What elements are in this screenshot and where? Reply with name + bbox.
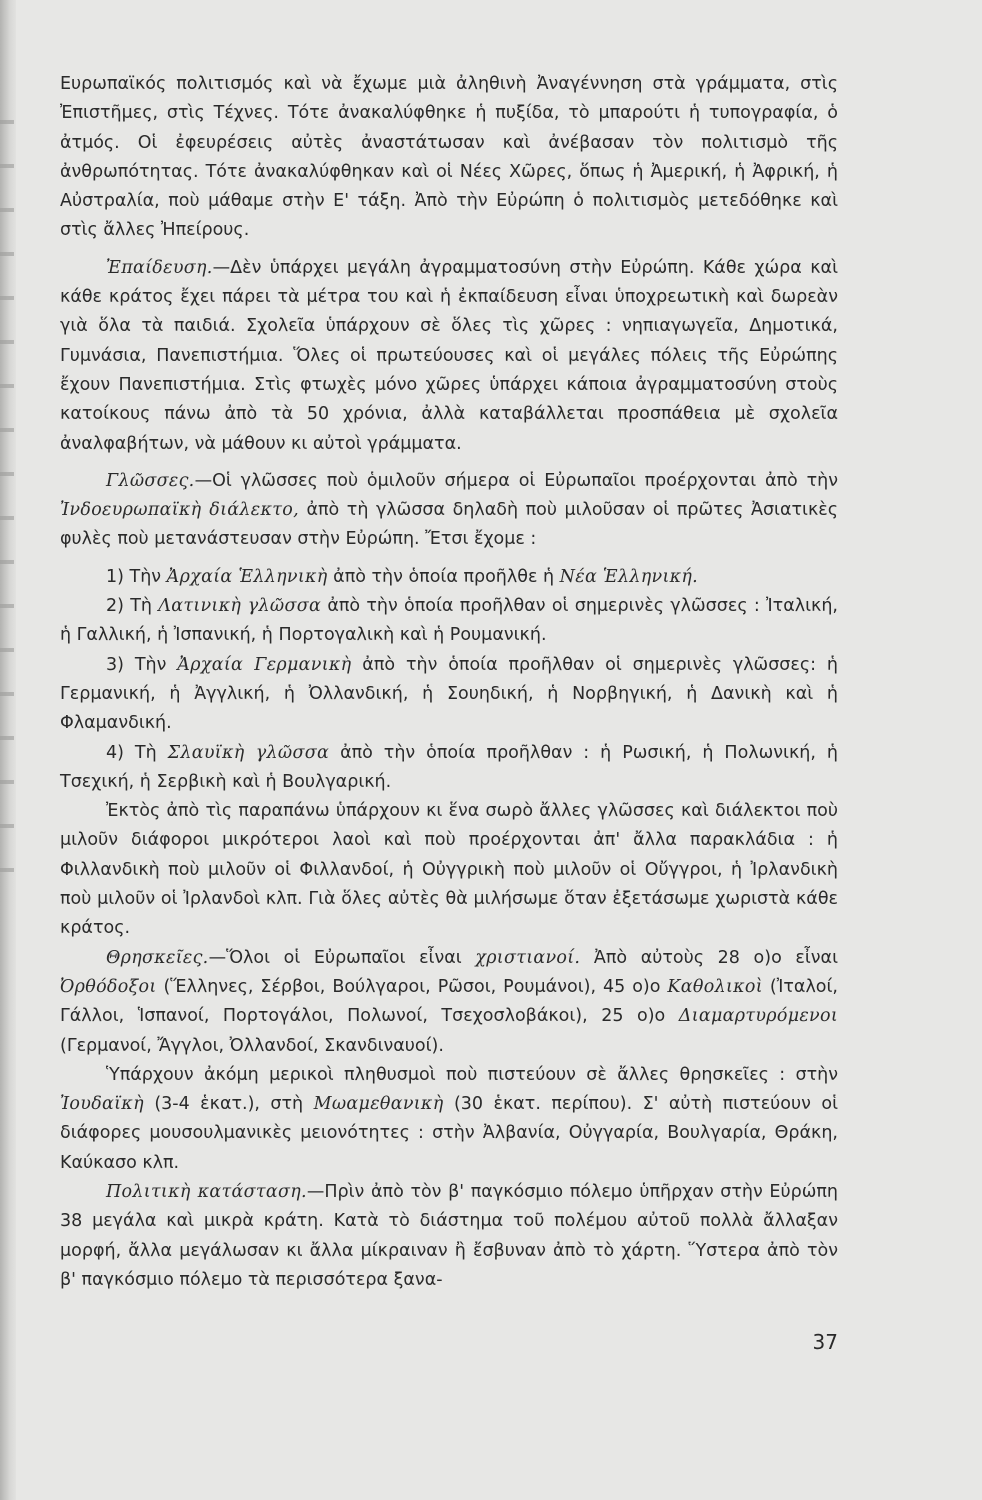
paragraph-other-languages: Ἐκτὸς ἀπὸ τὶς παραπάνω ὑπάρχουν κι ἕνα σωρὸ ἄλλες γλῶσσες καὶ διάλεκτοι ποὺ μιλοῦν διάφοροι μικρότεροι λαοὶ καὶ ποὺ προέρχονται ἀπ' ἄλλα παρακλάδια : ἡ Φιλλανδικὴ ποὺ μιλοῦν οἱ Φιλλανδοί, ἡ Οὐγγρικὴ ποὺ μιλοῦν οἱ Οὔγγροι, ἡ Ἰρλανδικὴ ποὺ μιλοῦν οἱ Ἰρλανδοὶ κλπ. Γιὰ ὅλες αὐτὲς θὰ μιλήσωμε ὅταν ἐξετάσωμε χωριστὰ κάθε κράτος. <box>60 801 838 939</box>
list-item-slavic: 4) Τὴ Σλαυϊκὴ γλῶσσα ἀπὸ τὴν ὁποία προῆλθαν : ἡ Ρωσική, ἡ Πολωνική, ἡ Τσεχική, ἡ Σερβικὴ καὶ ἡ Βουλγαρική. <box>60 742 838 792</box>
paragraph-other-religions: Ὑπάρχουν ἀκόμη μερικοὶ πληθυσμοὶ ποὺ πιστεύουν σὲ ἄλλες θρησκεῖες : στὴν Ἰουδαϊκὴ (3-4 ἑκατ.), στὴ Μωαμεθανικὴ (30 ἑκατ. περίπου). Σ' αὐτὴ πιστεύουν οἱ διάφορες μουσουλμανικὲς μειονότητες : στὴν Ἀλβανία, Οὐγγαρία, Βουλγαρία, Θράκη, Καύκασο κλπ. <box>60 1064 838 1173</box>
paragraph-languages: Γλῶσσες.—Οἱ γλῶσσες ποὺ ὁμιλοῦν σήμερα οἱ Εὐρωπαῖοι προέρχονται ἀπὸ τὴν Ἰνδοευρωπαϊκὴ διάλεκτο, ἀπὸ τὴ γλῶσσα δηλαδὴ ποὺ μιλοῦσαν οἱ πρῶτες Ἀσιατικὲς φυλὲς ποὺ μετανάστευσαν στὴν Εὐρώπη. Ἔτσι ἔχομε : <box>60 470 838 550</box>
paragraph-political-situation: Πολιτικὴ κατάσταση.—Πρὶν ἀπὸ τὸν β' παγκόσμιο πόλεμο ὑπῆρχαν στὴν Εὐρώπη 38 μεγάλα καὶ μικρὰ κράτη. Κατὰ τὸ διάστημα τοῦ πολέμου αὐτοῦ πολλὰ ἄλλαξαν μορφή, ἄλλα μεγάλωσαν κι ἄλλα μίκραιναν ἢ ἔσβυναν ἀπὸ τὸ χάρτη. Ὕστερα ἀπὸ τὸν β' παγκόσμιο πόλεμο τὰ περισσότερα ξανα- <box>60 1181 838 1290</box>
page-number: 37 <box>812 1330 838 1354</box>
heading-political-situation: Πολιτικὴ κατάσταση. <box>106 1181 307 1202</box>
paragraph-religions: Θρησκεῖες.—Ὅλοι οἱ Εὐρωπαῖοι εἶναι χριστιανοί. Ἀπὸ αὐτοὺς 28 ο)ο εἶναι Ὀρθόδοξοι (Ἕλληνες, Σέρβοι, Βούλγαροι, Ρῶσοι, Ρουμάνοι), 45 ο)ο Καθολικοὶ (Ἰταλοί, Γάλλοι, Ἱσπανοί, Πορτογάλοι, Πολωνοί, Τσεχοσλοβάκοι), 25 ο)ο Διαμαρτυρόμενοι (Γερμανοί, Ἄγγλοι, Ὀλλανδοί, Σκανδιναυοί). <box>60 947 839 1056</box>
body-text <box>60 70 838 1295</box>
heading-religions: Θρησκεῖες. <box>106 947 209 968</box>
paragraph-renaissance: Ευρωπαϊκός πολιτισμός καὶ νὰ ἔχωμε μιὰ ἀληθινὴ Ἀναγέννηση στὰ γράμματα, στὶς Ἐπιστῆμες, στὶς Τέχνες. Τότε ἀνακαλύφθηκε ἡ πυξίδα, τὸ μπαρούτι ἡ τυπογραφία, ὁ ἀτμός. Οἱ ἐφευρέσεις αὐτὲς ἀναστάτωσαν καὶ ἀνέβασαν τὸν πολιτισμὸ τῆς ἀνθρωπότητας. Τότε ἀνακαλύφθηκαν καὶ οἱ Νέες Χῶρες, ὅπως ἡ Ἀμερική, ἡ Ἀφρική, ἡ Αὐστραλία, ποὺ μάθαμε στὴν Ε' τάξη. Ἀπὸ τὴν Εὐρώπη ὁ πολιτισμὸς μετεδόθηκε καὶ στὶς ἄλλες Ἠπείρους. <box>60 74 838 241</box>
heading-languages: Γλῶσσες. <box>106 470 195 491</box>
list-item-latin: 2) Τὴ Λατινικὴ γλῶσσα ἀπὸ τὴν ὁποία προῆλθαν οἱ σημερινὲς γλῶσσες : Ἰταλική, ἡ Γαλλική, ἡ Ἰσπανική, ἡ Πορτογαλικὴ καὶ ἡ Ρουμανική. <box>60 596 838 646</box>
list-item-greek: 1) Τὴν Ἀρχαία Ἑλληνικὴ ἀπὸ τὴν ὁποία προῆλθε ἡ Νέα Ἑλληνική. <box>106 566 699 587</box>
paragraph-education: Ἐπαίδευση.—Δὲν ὑπάρχει μεγάλη ἀγραμματοσύνη στὴν Εὐρώπη. Κάθε χώρα καὶ κάθε κράτος ἔχει πάρει τὰ μέτρα του καὶ ἡ ἐκπαίδευση εἶναι ὑποχρεωτικὴ καὶ δωρεὰν γιὰ ὅλα τὰ παιδιά. Σχολεῖα ὑπάρχουν σὲ ὅλες τὶς χῶρες : νηπιαγωγεῖα, Δημοτικά, Γυμνάσια, Πανεπιστήμια. Ὅλες οἱ πρωτεύουσες καὶ οἱ μεγάλες πόλεις τῆς Εὐρώπης ἔχουν Πανεπιστήμια. Στὶς φτωχὲς μόνο χῶρες ὑπάρχει κάποια ἀγραμματοσύνη στοὺς κατοίκους πάνω ἀπὸ τὰ 50 χρόνια, ἀλλὰ καταβάλλεται προσπάθεια μὲ σχολεῖα ἀναλφαβήτων, νὰ μάθουν κι αὐτοὶ γράμματα. <box>60 257 838 454</box>
binding-marks <box>0 80 14 900</box>
list-item-germanic: 3) Τὴν Ἀρχαία Γερμανικὴ ἀπὸ τὴν ὁποία προῆλθαν οἱ σημερινὲς γλῶσσες: ἡ Γερμανική, ἡ Ἀγγλική, ἡ Ὀλλανδική, ἡ Σουηδική, ἡ Νορβηγική, ἡ Δανικὴ καὶ ἡ Φλαμανδική. <box>60 654 838 734</box>
heading-education: Ἐπαίδευση. <box>106 257 213 278</box>
